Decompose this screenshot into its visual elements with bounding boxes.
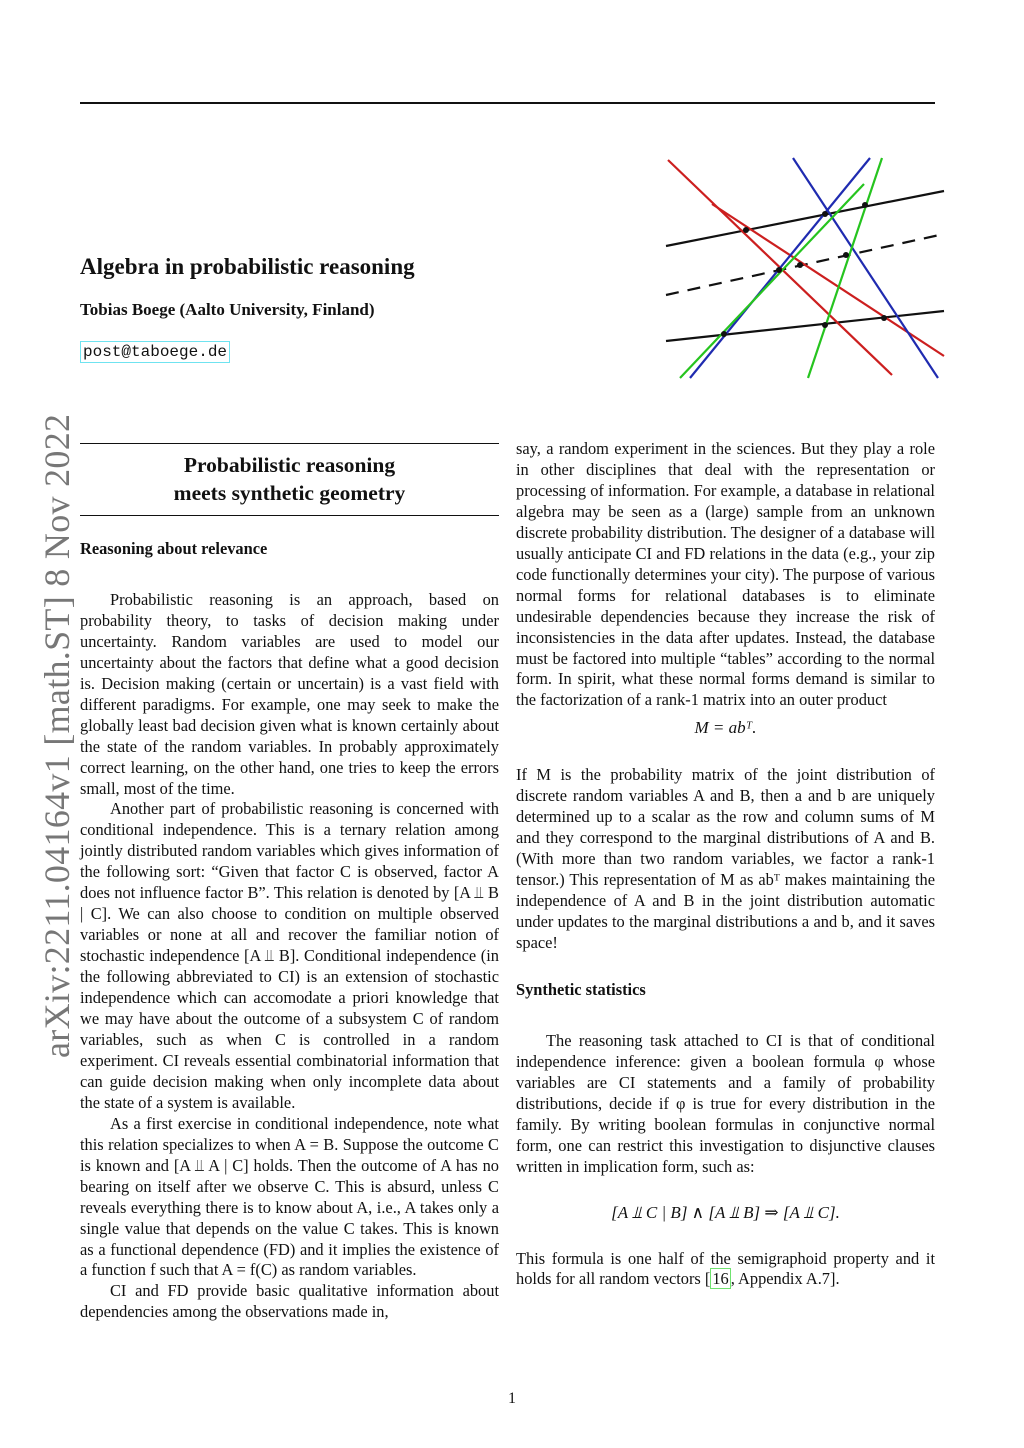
- section-heading: [80, 443, 499, 516]
- paragraph: say, a random experiment in the sciences. But they play a role in other disciplines that deal with the representation or processing of information. For example, a database in relational algebra may be seen as a (large) sample from an unknown discrete probability distribution. The designer of a database will usually anticipate CI and FD relations in the data (e.g., your zip code functionally determines your city). The purpose of various normal forms for relational databases is to eliminate undesirable dependencies because they increase the risk of inconsistencies in the data after updates. Instead, the database must be factored into multiple “tables” according to the normal form. In spirit, what these normal forms demand is similar to the factorization of a rank-1 matrix into an outer product: [516, 439, 935, 710]
- top-rule: [80, 102, 935, 104]
- section-title-line1: Probabilistic reasoning: [183, 453, 396, 477]
- citation-link[interactable]: 16: [712, 1269, 729, 1289]
- subsection-heading-relevance: Reasoning about relevance: [80, 539, 268, 558]
- green-line-left: [680, 184, 864, 378]
- left-column: [80, 443, 499, 1323]
- line-configuration-figure: [660, 150, 952, 382]
- paragraph: CI and FD provide basic qualitative information about dependencies among the observations made in,: [80, 1281, 499, 1322]
- equation-semigraphoid: [A ⫫ C | B] ∧ [A ⫫ B] ⇒ [A ⫫ C].: [611, 1202, 840, 1222]
- section-title-line2: meets synthetic geometry: [173, 481, 406, 505]
- blue-lines: [690, 158, 938, 378]
- paragraph: As a first exercise in conditional independence, note what this relation specializes to when A = B. Suppose the outcome C is known and [A ⫫ A | C] holds. Then the outcome of A has no bearing on itself after we observe C. This is absurd, unless C reveals everything there is to know about A, i.e., A takes only a single value that depends on the value C takes. This is known as a functional dependence (FD) and it implies the existence of a function f such that A = f(C) as random variables.: [80, 1113, 499, 1280]
- right-column: [516, 439, 935, 1290]
- paragraph: The reasoning task attached to CI is that of conditional independence inference: given a boolean formula φ whose variables are CI statements and a family of probability distributions, decide if φ is true for every distribution in the family. By writing boolean formulas in conjunctive normal form, one can restrict this investigation to disjunctive clauses written in implication form, such as:: [516, 1030, 935, 1176]
- subsection-heading-synthetic: Synthetic statistics: [516, 979, 646, 999]
- intersection-points: [721, 202, 887, 337]
- paragraph: Another part of probabilistic reasoning is concerned with conditional independence. This is a ternary relation among jointly distributed random variables which gives information of the following sort: “Given that factor C is observed, factor A does not influence factor B”. This relation is denoted by [A ⫫ B | C]. We can also choose to condition on multiple observed variables or none at all and recover the familiar notion of stochastic independence [A ⫫ B]. Conditional independence (in the following abbreviated to CI) is an extension of stochastic independence which can accomodate a priori knowledge that we may have about the outcome of a subsystem C of random variables, such as when C is controlled in a random experiment. CI reveals essential combinatorial information that can guide decision making when only incomplete data about the state of a system is available.: [80, 799, 499, 1112]
- arxiv-identifier: arXiv:2211.04164v1 [math.ST] 8 Nov 2022: [37, 413, 77, 1058]
- paper-title: Algebra in probabilistic reasoning: [80, 254, 415, 279]
- black-line-bottom: [666, 311, 944, 341]
- author-line: Tobias Boege (Aalto University, Finland): [80, 300, 375, 319]
- red-lines: [668, 160, 944, 375]
- text-run: This formula is one half of the semigraphoid property and it holds for all random vectors [: [516, 1248, 935, 1289]
- email-link[interactable]: post@taboege.de: [80, 341, 230, 363]
- equation-outer-product: M = abᵀ.: [694, 718, 757, 738]
- blue-line-right: [793, 158, 938, 378]
- paragraph: If M is the probability matrix of the joint distribution of discrete random variables A and B, then a and b are uniquely determined up to a scalar as the row and column sums of M and they correspond to the marginal distributions of A and B. (With more than two random variables, we factor a rank-1 tensor.) This representation of M as abᵀ makes maintaining the independence of A and B in the joint distribution automatic under updates to the marginal distributions a and b, and it saves space!: [516, 765, 935, 952]
- paragraph: Probabilistic reasoning is an approach, based on probability theory, to tasks of decision making under uncertainty. Random variables are used to model our uncertainty about the factors that define what a good decision is. Decision making (certain or uncertain) is a vast field with different paradigms. For example, one may seek to make the globally least bad decision given what is known certainly about the state of the random variables. In probably approximately correct learning, on the other hand, one tries to keep the errors small, most of the time.: [80, 589, 499, 798]
- text-run: , Appendix A.7].: [730, 1269, 840, 1289]
- page-number: 1: [508, 1390, 516, 1407]
- paragraph-final: [516, 1249, 935, 1291]
- green-line-right: [808, 158, 882, 378]
